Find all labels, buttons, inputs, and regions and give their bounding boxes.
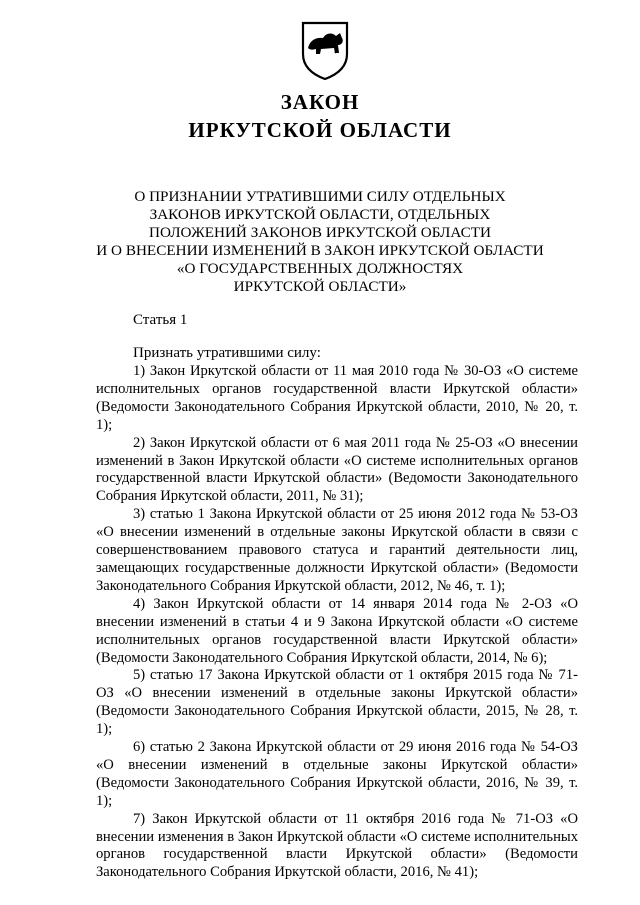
list-item: 4) Закон Иркутской области от 14 января 2014 года № 2-ОЗ «О внесении изменений в статьи 4 и 9 Закона Иркутской области «О системе исполнительных органов государственной власти Иркутской области» (Ведомости Законодательного Собрания Иркутской области, 2014, № 6); (96, 595, 578, 666)
article-intro: Признать утратившими силу: (133, 345, 321, 361)
list-item: 5) статью 17 Закона Иркутской области от 1 октября 2015 года № 71-ОЗ «О внесении изменений в отдельные законы Иркутской области» (Ведомости Законодательного Собрания Иркутской области, 2015, № 28, т. 1); (96, 667, 578, 738)
list-item: 7) Закон Иркутской области от 11 октября 2016 года № 71-ОЗ «О внесении изменения в Закон Иркутской области «О системе исполнительных органов государственной власти Иркутской области» (Ведомости Законодательного Собрания Иркутской области, 2016, № 41); (96, 810, 578, 881)
list-item: 6) статью 2 Закона Иркутской области от 29 июня 2016 года № 54-ОЗ «О внесении изменений в отдельные законы Иркутской области» (Ведомости Законодательного Собрания Иркутской области, 2016, № 39, т. 1); (96, 739, 578, 809)
list-item: 1) Закон Иркутской области от 11 мая 2010 года № 30-ОЗ «О системе исполнительных органов государственной власти Иркутской области» (Ведомости Законодательного Собрания Иркутской области, 2010, № 20, т. 1); (96, 363, 578, 433)
list-item: 3) статью 1 Закона Иркутской области от 25 июня 2012 года № 53-ОЗ «О внесении изменений в отдельные законы Иркутской области в связи с совершенствованием правового статуса и гарантий деятельности лиц, замещающих государственные должности Иркутской области» (Ведомости Законодательного Собрания Иркутской области, 2012, № 46, т. 1); (96, 506, 578, 594)
subject-line: ПОЛОЖЕНИЙ ЗАКОНОВ ИРКУТСКОЙ ОБЛАСТИ (149, 224, 491, 241)
article-items (96, 363, 578, 882)
coat-of-arms-icon (300, 20, 350, 80)
issuer-title: ИРКУТСКОЙ ОБЛАСТИ (188, 118, 452, 142)
law-subject-title (0, 188, 640, 296)
subject-line: И О ВНЕСЕНИИ ИЗМЕНЕНИЙ В ЗАКОН ИРКУТСКОЙ ОБЛАСТИ (96, 242, 544, 259)
subject-line: ЗАКОНОВ ИРКУТСКОЙ ОБЛАСТИ, ОТДЕЛЬНЫХ (149, 206, 491, 223)
subject-line: «О ГОСУДАРСТВЕННЫХ ДОЛЖНОСТЯХ (176, 260, 464, 277)
document-type-title: ЗАКОН (280, 90, 360, 114)
list-item: 2) Закон Иркутской области от 6 мая 2011 года № 25-ОЗ «О внесении изменений в Закон Иркутской области «О системе исполнительных органов государственной власти Иркутской области» (Ведомости Законодательного Собрания Иркутской области, 2011, № 31); (96, 434, 578, 505)
article-heading: Статья 1 (133, 312, 188, 328)
subject-line: ИРКУТСКОЙ ОБЛАСТИ» (233, 278, 407, 295)
subject-line: О ПРИЗНАНИИ УТРАТИВШИМИ СИЛУ ОТДЕЛЬНЫХ (134, 188, 506, 205)
